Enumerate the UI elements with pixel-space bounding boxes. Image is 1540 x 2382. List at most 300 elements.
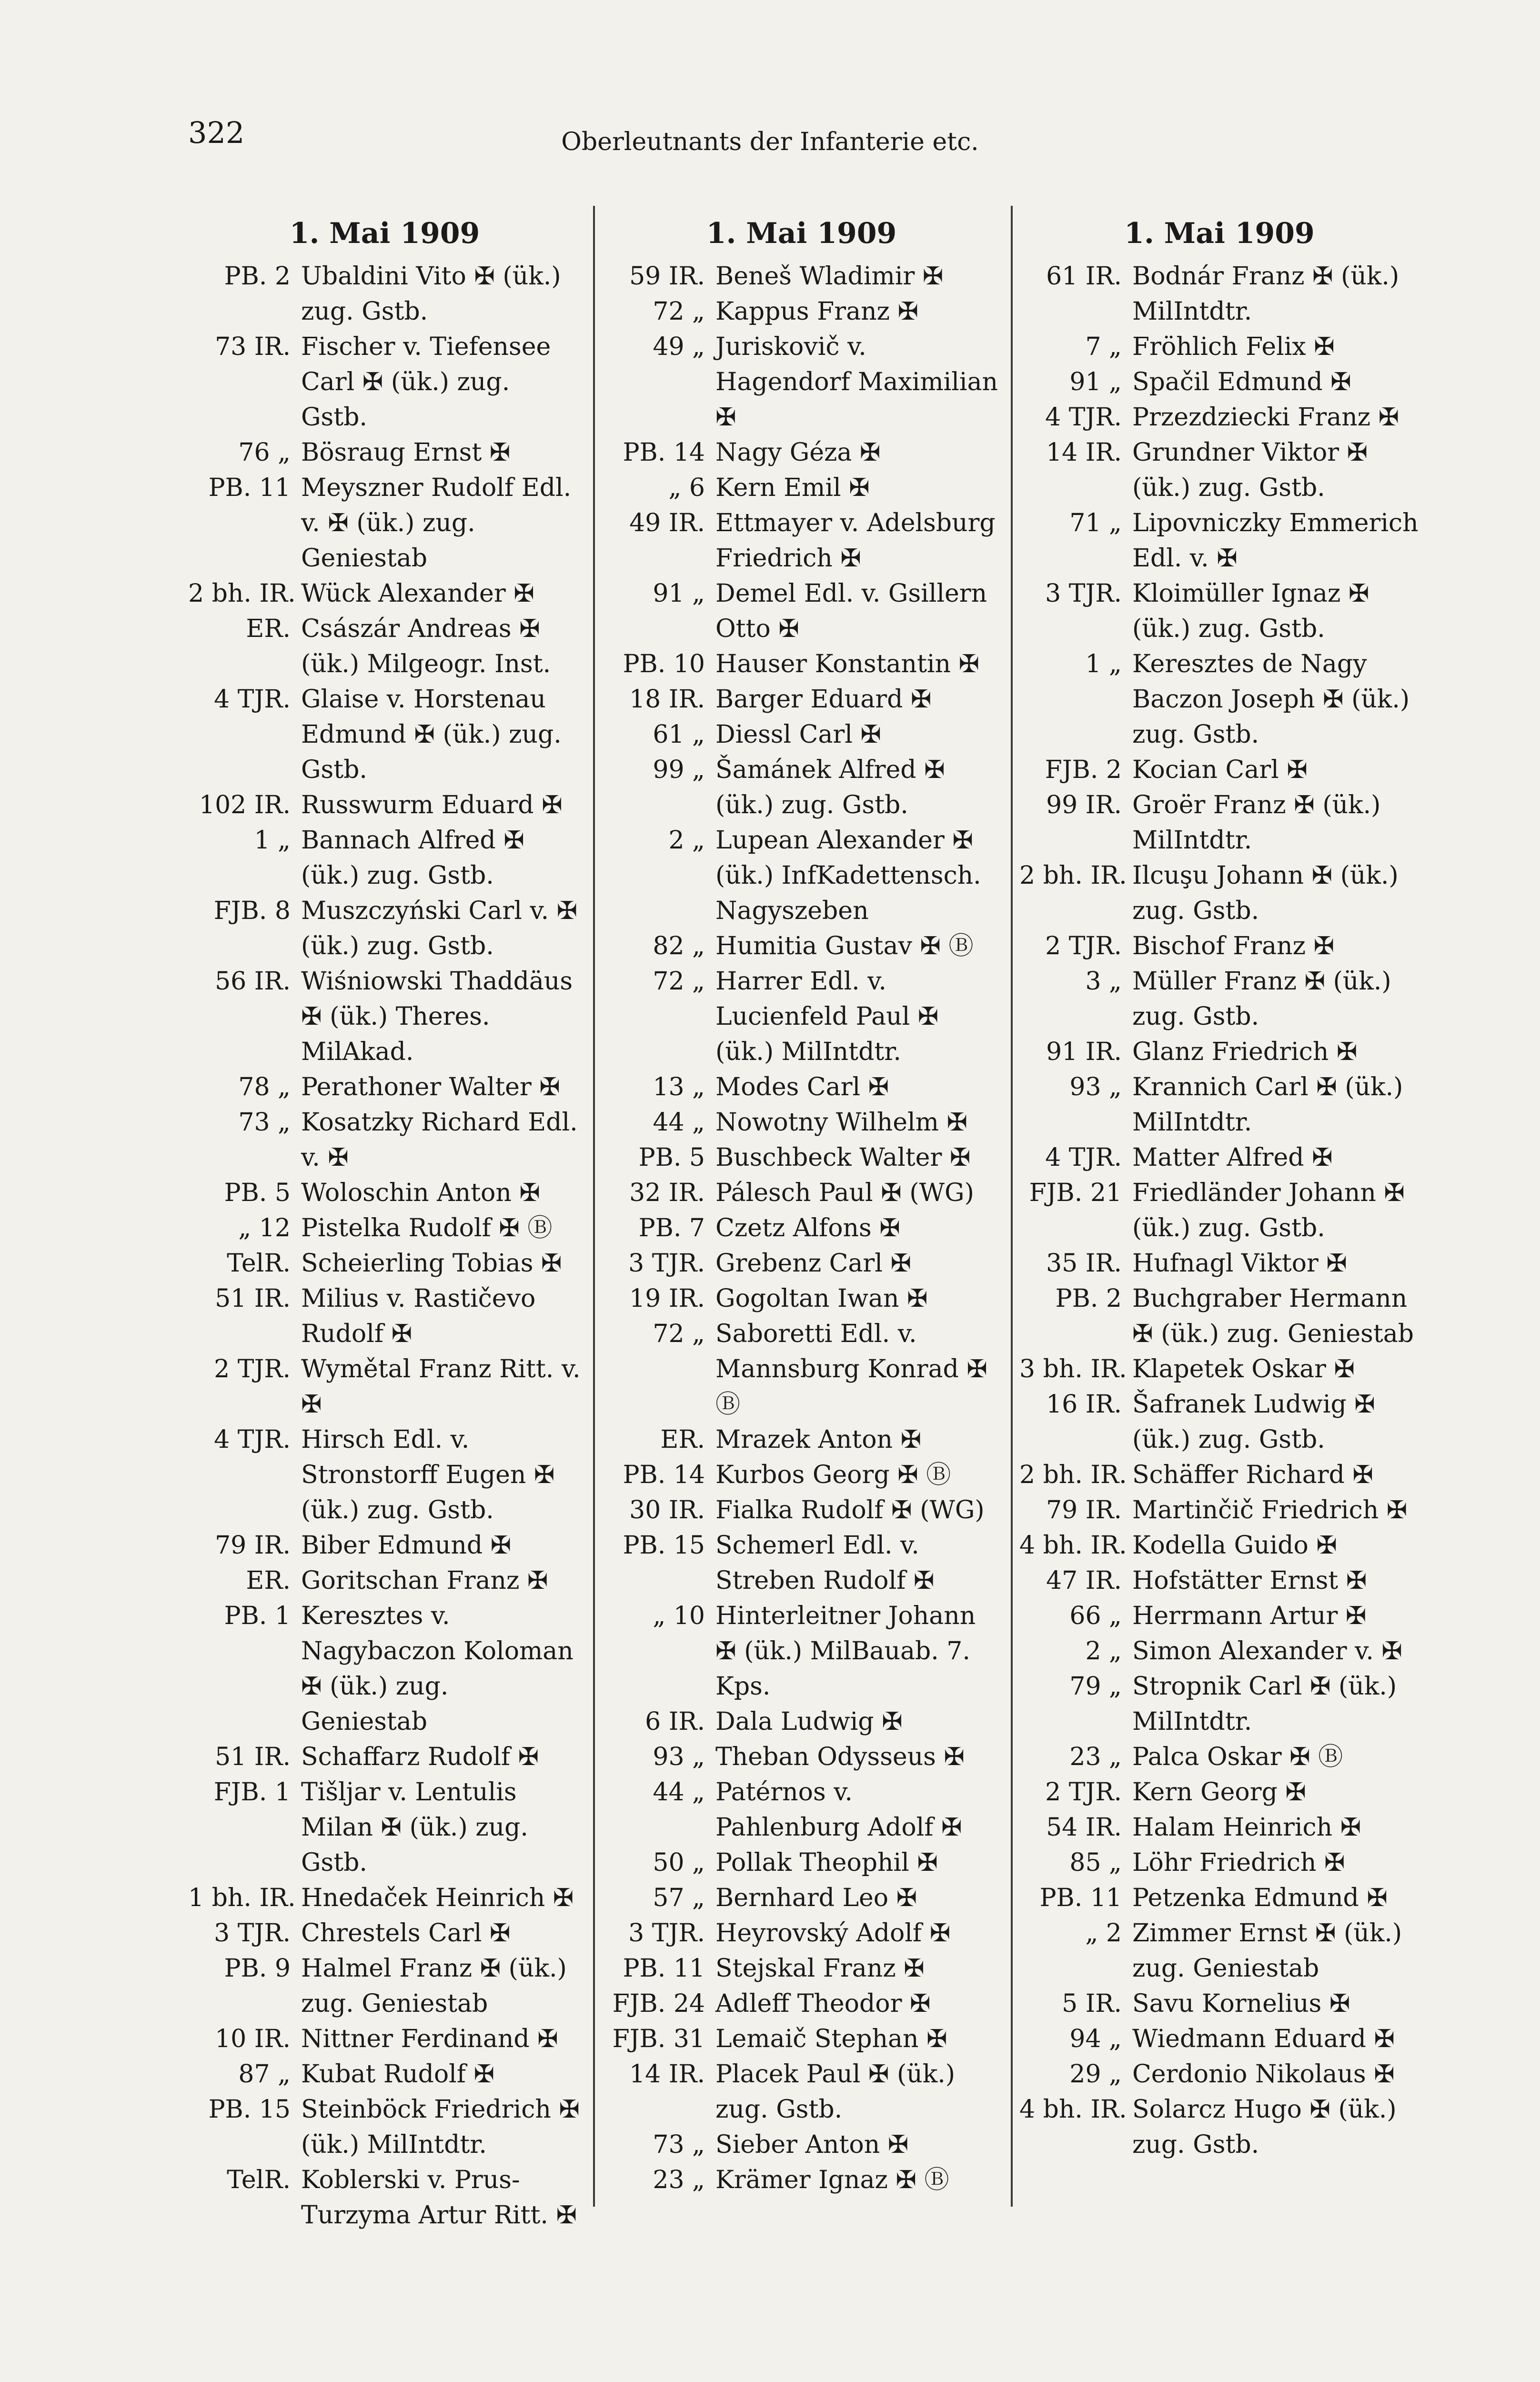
officer-entry — [1019, 1281, 1419, 1352]
officer-entry — [1019, 1457, 1419, 1493]
entry-unit: FJB. 1 — [213, 1778, 291, 1807]
entry-unit: 4 TJR. — [1045, 1143, 1122, 1172]
entry-unit: 47 IR. — [1046, 1566, 1122, 1595]
entry-name: Grebenz Carl ✠ — [715, 1249, 912, 1278]
entry-unit: 1 „ — [254, 826, 291, 855]
entry-unit: 72 „ — [653, 297, 705, 326]
entry-name: Schaffarz Rudolf ✠ — [301, 1743, 539, 1771]
officer-entry — [1019, 1140, 1419, 1175]
column-1-entries — [188, 259, 581, 2233]
entry-unit: 71 „ — [1069, 509, 1122, 537]
officer-entry — [603, 1070, 1000, 1105]
officer-entry — [603, 929, 1000, 964]
entry-name: Perathoner Walter ✠ — [301, 1073, 560, 1101]
entry-name: Mrazek Anton ✠ — [715, 1425, 922, 1454]
entry-unit: PB. 14 — [623, 438, 705, 467]
entry-name: Halam Heinrich ✠ — [1132, 1813, 1361, 1842]
entry-name: Simon Alexander v. ✠ — [1132, 1637, 1402, 1665]
entry-unit: FJB. 31 — [612, 2025, 705, 2053]
entry-unit: 32 IR. — [629, 1179, 705, 1207]
entry-unit: 91 IR. — [1046, 1038, 1122, 1066]
entry-name: Lipovniczky Emmerich Edl. v. ✠ — [1132, 509, 1419, 573]
entry-unit: 2 TJR. — [1045, 932, 1122, 960]
entry-name: Martinčič Friedrich ✠ — [1132, 1496, 1408, 1524]
entry-unit: 44 „ — [653, 1778, 705, 1807]
entry-name: Scheierling Tobias ✠ — [301, 1249, 562, 1278]
officer-entry — [188, 893, 581, 964]
entry-name: Sieber Anton ✠ — [715, 2130, 909, 2159]
entry-unit: ER. — [660, 1425, 705, 1454]
entry-unit: FJB. 8 — [213, 897, 291, 925]
entry-name: Hufnagl Viktor ✠ — [1132, 1249, 1347, 1278]
officer-entry — [603, 1316, 1000, 1422]
entry-unit: 82 „ — [653, 932, 705, 960]
officer-entry — [603, 1211, 1000, 1246]
entry-name: Lemaič Stephan ✠ — [715, 2025, 947, 2053]
entry-name: Harrer Edl. v. Lucienfeld Paul ✠ (ük.) MilIntdtr. — [715, 967, 939, 1066]
entry-unit: 56 IR. — [215, 967, 291, 996]
entry-name: Müller Franz ✠ (ük.) zug. Gstb. — [1132, 967, 1391, 1031]
officer-entry — [188, 1528, 581, 1563]
officer-entry — [603, 1246, 1000, 1281]
entry-name: Ettmayer v. Adelsburg Friedrich ✠ — [715, 509, 996, 573]
officer-entry — [603, 2021, 1000, 2057]
entry-name: Modes Carl ✠ — [715, 1073, 889, 1101]
entry-name: Ubaldini Vito ✠ (ük.) zug. Gstb. — [301, 262, 561, 326]
page-number: 322 — [188, 115, 245, 150]
entry-unit: 3 TJR. — [1045, 579, 1122, 608]
column-3-entries — [1019, 259, 1419, 2162]
entry-name: Halmel Franz ✠ (ük.) zug. Geniestab — [301, 1954, 567, 2018]
officer-entry — [1019, 1775, 1419, 1810]
column-3 — [1019, 0, 1419, 2382]
entry-unit: 14 IR. — [1046, 438, 1122, 467]
entry-unit: 2 „ — [1085, 1637, 1122, 1665]
entry-name: Glaise v. Horstenau Edmund ✠ (ük.) zug. Gstb. — [301, 685, 562, 784]
entry-unit: PB. 11 — [1039, 1884, 1122, 1912]
entry-unit: 57 „ — [653, 1884, 705, 1912]
entry-name: Kappus Franz ✠ — [715, 297, 919, 326]
officer-entry — [603, 576, 1000, 646]
entry-unit: 2 bh. IR. — [188, 579, 296, 608]
officer-entry — [603, 1986, 1000, 2021]
entry-unit: 14 IR. — [629, 2060, 705, 2089]
entry-name: Milius v. Rastičevo Rudolf ✠ — [301, 1284, 536, 1348]
officer-entry — [1019, 929, 1419, 964]
entry-unit: 1 „ — [1085, 650, 1122, 678]
officer-entry — [1019, 2092, 1419, 2162]
entry-unit: 66 „ — [1069, 1602, 1122, 1630]
entry-name: Patérnos v. Pahlenburg Adolf ✠ — [715, 1778, 962, 1842]
officer-entry — [1019, 576, 1419, 646]
officer-entry — [188, 1246, 581, 1281]
entry-name: Buschbeck Walter ✠ — [715, 1143, 971, 1172]
entry-unit: TelR. — [227, 1249, 291, 1278]
entry-name: Keresztes v. Nagybaczon Koloman ✠ (ük.) zug. Geniestab — [301, 1602, 574, 1736]
officer-entry — [188, 470, 581, 576]
entry-unit: 23 „ — [653, 2166, 705, 2194]
column-3-header: 1. Mai 1909 — [1124, 217, 1315, 250]
entry-unit: 44 „ — [653, 1108, 705, 1137]
entry-unit: 91 „ — [1069, 368, 1122, 396]
entry-unit: 76 „ — [238, 438, 291, 467]
entry-name: Fischer v. Tiefensee Carl ✠ (ük.) zug. Gstb. — [301, 333, 551, 432]
officer-entry — [188, 1175, 581, 1211]
entry-name: Biber Edmund ✠ — [301, 1531, 512, 1560]
officer-entry — [603, 435, 1000, 470]
entry-unit: 4 TJR. — [1045, 403, 1122, 432]
entry-name: Humitia Gustav ✠ Ⓑ — [715, 932, 974, 960]
column-1-header: 1. Mai 1909 — [289, 217, 480, 250]
entry-name: Hofstätter Ernst ✠ — [1132, 1566, 1367, 1595]
entry-name: Glanz Friedrich ✠ — [1132, 1038, 1358, 1066]
officer-entry — [603, 1493, 1000, 1528]
officer-entry — [603, 294, 1000, 329]
officer-entry — [1019, 1175, 1419, 1246]
officer-entry — [188, 823, 581, 893]
entry-name: Barger Eduard ✠ — [715, 685, 932, 714]
officer-entry — [188, 1070, 581, 1105]
officer-entry — [1019, 1493, 1419, 1528]
officer-entry — [603, 1598, 1000, 1704]
entry-name: Kodella Guido ✠ — [1132, 1531, 1337, 1560]
entry-name: Nowotny Wilhelm ✠ — [715, 1108, 968, 1137]
entry-unit: FJB. 21 — [1029, 1179, 1122, 1207]
entry-unit: 16 IR. — [1046, 1390, 1122, 1419]
entry-unit: 29 „ — [1069, 2060, 1122, 2089]
entry-name: Koblerski v. Prus-Turzyma Artur Ritt. ✠ — [301, 2166, 577, 2230]
entry-unit: 7 „ — [1085, 333, 1122, 361]
entry-name: Šamánek Alfred ✠ (ük.) zug. Gstb. — [715, 756, 945, 819]
entry-name: Solarcz Hugo ✠ (ük.) zug. Gstb. — [1132, 2095, 1397, 2159]
officer-entry — [188, 964, 581, 1070]
entry-name: Kosatzky Richard Edl. v. ✠ — [301, 1108, 578, 1172]
entry-unit: 79 IR. — [215, 1531, 291, 1560]
officer-entry — [1019, 1070, 1419, 1140]
entry-unit: 3 bh. IR. — [1019, 1355, 1127, 1383]
entry-unit: PB. 9 — [224, 1954, 291, 1983]
entry-unit: 93 „ — [653, 1743, 705, 1771]
entry-name: Kurbos Georg ✠ Ⓑ — [715, 1461, 951, 1489]
officer-entry — [188, 1598, 581, 1739]
entry-name: Herrmann Artur ✠ — [1132, 1602, 1367, 1630]
officer-entry — [1019, 1810, 1419, 1845]
entry-name: Woloschin Anton ✠ — [301, 1179, 540, 1207]
officer-entry — [603, 1175, 1000, 1211]
entry-name: Nittner Ferdinand ✠ — [301, 2025, 558, 2053]
officer-entry — [603, 259, 1000, 294]
officer-entry — [603, 2162, 1000, 2198]
officer-entry — [603, 682, 1000, 717]
officer-entry — [188, 787, 581, 823]
entry-name: Ilcuşu Johann ✠ (ük.) zug. Gstb. — [1132, 861, 1399, 925]
officer-entry — [603, 823, 1000, 929]
officer-entry — [188, 2021, 581, 2057]
officer-entry — [1019, 364, 1419, 400]
officer-entry — [188, 2057, 581, 2092]
entry-unit: 3 TJR. — [628, 1919, 705, 1948]
officer-entry — [188, 259, 581, 329]
officer-entry — [1019, 1916, 1419, 1986]
entry-name: Adleff Theodor ✠ — [715, 1989, 931, 2018]
officer-entry — [603, 1951, 1000, 1986]
officer-entry — [603, 1704, 1000, 1739]
officer-entry — [1019, 1387, 1419, 1457]
entry-unit: 91 „ — [653, 579, 705, 608]
entry-name: Demel Edl. v. Gsillern Otto ✠ — [715, 579, 987, 643]
entry-unit: 2 bh. IR. — [1019, 1461, 1127, 1489]
entry-name: Kubat Rudolf ✠ — [301, 2060, 495, 2089]
entry-unit: PB. 15 — [623, 1531, 705, 1560]
officer-entry — [188, 1916, 581, 1951]
entry-name: Pálesch Paul ✠ (WG) — [715, 1179, 974, 1207]
entry-name: Groër Franz ✠ (ük.) MilIntdtr. — [1132, 791, 1381, 855]
entry-unit: 50 „ — [653, 1848, 705, 1877]
officer-entry — [603, 1281, 1000, 1316]
officer-entry — [1019, 1739, 1419, 1775]
entry-name: Friedländer Johann ✠ (ük.) zug. Gstb. — [1132, 1179, 1405, 1242]
entry-name: Fröhlich Felix ✠ — [1132, 333, 1335, 361]
entry-unit: PB. 11 — [623, 1954, 705, 1983]
entry-name: Russwurm Eduard ✠ — [301, 791, 563, 819]
entry-unit: PB. 10 — [623, 650, 705, 678]
entry-name: Buchgraber Hermann ✠ (ük.) zug. Geniestab — [1132, 1284, 1414, 1348]
officer-entry — [188, 1951, 581, 2021]
officer-entry — [1019, 1528, 1419, 1563]
entry-name: Hnedaček Heinrich ✠ — [301, 1884, 574, 1912]
officer-entry — [1019, 1845, 1419, 1880]
officer-entry — [603, 2057, 1000, 2127]
officer-entry — [1019, 505, 1419, 576]
entry-name: Diessl Carl ✠ — [715, 720, 882, 749]
officer-entry — [603, 470, 1000, 505]
officer-entry — [1019, 435, 1419, 505]
officer-entry — [603, 505, 1000, 576]
entry-unit: 2 bh. IR. — [1019, 861, 1127, 890]
entry-unit: PB. 2 — [1055, 1284, 1122, 1313]
entry-unit: 87 „ — [238, 2060, 291, 2089]
entry-unit: PB. 1 — [224, 1602, 291, 1630]
running-head: Oberleutnants der Infanterie etc. — [561, 128, 979, 156]
entry-unit: „ 2 — [1085, 1919, 1122, 1948]
officer-entry — [1019, 752, 1419, 787]
entry-name: Hirsch Edl. v. Stronstorff Eugen ✠ (ük.) zug. Gstb. — [301, 1425, 555, 1524]
entry-unit: PB. 5 — [638, 1143, 705, 1172]
officer-entry — [603, 2127, 1000, 2162]
entry-unit: 72 „ — [653, 1320, 705, 1348]
entry-unit: 13 „ — [653, 1073, 705, 1101]
entry-name: Zimmer Ernst ✠ (ük.) zug. Geniestab — [1132, 1919, 1402, 1983]
officer-entry — [188, 1352, 581, 1422]
entry-unit: 51 IR. — [215, 1284, 291, 1313]
entry-name: Bodnár Franz ✠ (ük.) MilIntdtr. — [1132, 262, 1399, 326]
entry-name: Krämer Ignaz ✠ Ⓑ — [715, 2166, 949, 2194]
entry-name: Juriskovič v. Hagendorf Maximilian ✠ — [715, 333, 998, 432]
entry-name: Przezdziecki Franz ✠ — [1132, 403, 1399, 432]
entry-unit: 6 IR. — [645, 1707, 705, 1736]
entry-name: Schäffer Richard ✠ — [1132, 1461, 1373, 1489]
entry-name: Löhr Friedrich ✠ — [1132, 1848, 1345, 1877]
officer-entry — [1019, 1563, 1419, 1598]
officer-entry — [188, 1739, 581, 1775]
entry-name: Hinterleitner Johann ✠ (ük.) MilBauab. 7. Kps. — [715, 1602, 976, 1701]
officer-entry — [188, 1880, 581, 1916]
entry-name: Stropnik Carl ✠ (ük.) MilIntdtr. — [1132, 1672, 1397, 1736]
officer-entry — [603, 1422, 1000, 1457]
entry-name: Czetz Alfons ✠ — [715, 1214, 900, 1242]
entry-unit: 61 IR. — [1046, 262, 1122, 291]
entry-name: Palca Oskar ✠ Ⓑ — [1132, 1743, 1343, 1771]
officer-entry — [188, 2092, 581, 2162]
officer-entry — [603, 1457, 1000, 1493]
entry-unit: 2 „ — [668, 826, 705, 855]
officer-entry — [603, 1528, 1000, 1598]
officer-entry — [188, 1281, 581, 1352]
entry-name: Matter Alfred ✠ — [1132, 1143, 1333, 1172]
officer-entry — [1019, 1352, 1419, 1387]
entry-unit: 79 IR. — [1046, 1496, 1122, 1524]
entry-name: Meyszner Rudolf Edl. v. ✠ (ük.) zug. Geniestab — [301, 474, 572, 573]
entry-unit: 23 „ — [1069, 1743, 1122, 1771]
officer-entry — [1019, 2057, 1419, 2092]
entry-name: Pistelka Rudolf ✠ Ⓑ — [301, 1214, 553, 1242]
entry-name: Wiedmann Eduard ✠ — [1132, 2025, 1395, 2053]
entry-unit: 30 IR. — [629, 1496, 705, 1524]
officer-entry — [188, 682, 581, 787]
entry-unit: 73 „ — [238, 1108, 291, 1137]
officer-entry — [188, 1105, 581, 1175]
officer-entry — [603, 1775, 1000, 1845]
officer-entry — [603, 1140, 1000, 1175]
entry-unit: 79 „ — [1069, 1672, 1122, 1701]
entry-name: Cerdonio Nikolaus ✠ — [1132, 2060, 1395, 2089]
entry-name: Grundner Viktor ✠ (ük.) zug. Gstb. — [1132, 438, 1368, 502]
entry-unit: 1 bh. IR. — [188, 1884, 296, 1912]
entry-name: Klapetek Oskar ✠ — [1132, 1355, 1355, 1383]
officer-entry — [1019, 1634, 1419, 1669]
column-rule-1 — [593, 206, 595, 2207]
entry-unit: 73 „ — [653, 2130, 705, 2159]
entry-name: Pollak Theophil ✠ — [715, 1848, 938, 1877]
officer-entry — [1019, 329, 1419, 364]
entry-name: Placek Paul ✠ (ük.) zug. Gstb. — [715, 2060, 956, 2124]
officer-entry — [1019, 787, 1419, 858]
entry-unit: FJB. 24 — [612, 1989, 705, 2018]
entry-name: Lupean Alexander ✠ (ük.) InfKadettensch. Nagyszeben — [715, 826, 981, 925]
entry-name: Kern Georg ✠ — [1132, 1778, 1306, 1807]
officer-entry — [603, 717, 1000, 752]
entry-unit: 4 bh. IR. — [1019, 2095, 1127, 2124]
entry-unit: PB. 15 — [208, 2095, 291, 2124]
entry-name: Petzenka Edmund ✠ — [1132, 1884, 1388, 1912]
entry-unit: PB. 11 — [208, 474, 291, 502]
entry-unit: 59 IR. — [629, 262, 705, 291]
entry-name: Savu Kornelius ✠ — [1132, 1989, 1350, 2018]
entry-name: Wymětal Franz Ritt. v. ✠ — [301, 1355, 581, 1419]
officer-entry — [603, 1845, 1000, 1880]
entry-unit: „ 12 — [238, 1214, 291, 1242]
entry-unit: 99 IR. — [1046, 791, 1122, 819]
entry-unit: 4 bh. IR. — [1019, 1531, 1127, 1560]
officer-entry — [188, 435, 581, 470]
officer-entry — [188, 2162, 581, 2233]
entry-unit: 73 IR. — [215, 333, 291, 361]
officer-entry — [188, 329, 581, 435]
officer-entry — [1019, 858, 1419, 929]
entry-name: Fialka Rudolf ✠ (WG) — [715, 1496, 985, 1524]
entry-name: Császár Andreas ✠ (ük.) Milgeogr. Inst. — [301, 615, 551, 678]
column-2-header: 1. Mai 1909 — [706, 217, 897, 250]
officer-entry — [603, 646, 1000, 682]
entry-name: Bösraug Ernst ✠ — [301, 438, 511, 467]
entry-unit: 3 TJR. — [628, 1249, 705, 1278]
entry-unit: 102 IR. — [199, 791, 291, 819]
entry-name: Nagy Géza ✠ — [715, 438, 881, 467]
officer-entry — [188, 1563, 581, 1598]
entry-unit: 49 IR. — [629, 509, 705, 537]
entry-unit: 49 „ — [653, 333, 705, 361]
entry-unit: 85 „ — [1069, 1848, 1122, 1877]
officer-entry — [188, 1422, 581, 1528]
entry-name: Gogoltan Iwan ✠ — [715, 1284, 928, 1313]
officer-entry — [1019, 2021, 1419, 2057]
entry-unit: 99 „ — [653, 756, 705, 784]
entry-name: Bannach Alfred ✠ (ük.) zug. Gstb. — [301, 826, 524, 890]
entry-unit: 3 TJR. — [214, 1919, 291, 1948]
entry-unit: PB. 7 — [638, 1214, 705, 1242]
entry-name: Wiśniowski Thaddäus ✠ (ük.) Theres. MilAkad. — [301, 967, 573, 1066]
entry-unit: PB. 2 — [224, 262, 291, 291]
column-2-entries — [603, 259, 1000, 2198]
officer-entry — [188, 576, 581, 611]
entry-unit: 61 „ — [653, 720, 705, 749]
officer-entry — [1019, 1598, 1419, 1634]
entry-unit: 18 IR. — [629, 685, 705, 714]
entry-name: Tišljar v. Lentulis Milan ✠ (ük.) zug. Gstb. — [301, 1778, 528, 1877]
officer-entry — [1019, 646, 1419, 752]
entry-unit: FJB. 2 — [1045, 756, 1122, 784]
entry-unit: 3 „ — [1085, 967, 1122, 996]
entry-unit: ER. — [246, 1566, 291, 1595]
entry-unit: 5 IR. — [1062, 1989, 1122, 2018]
entry-name: Kloimüller Ignaz ✠ (ük.) zug. Gstb. — [1132, 579, 1369, 643]
officer-entry — [603, 1916, 1000, 1951]
entry-name: Bernhard Leo ✠ — [715, 1884, 917, 1912]
officer-entry — [1019, 259, 1419, 329]
column-1 — [188, 0, 581, 2382]
entry-name: Kern Emil ✠ — [715, 474, 870, 502]
entry-unit: „ 10 — [653, 1602, 705, 1630]
entry-name: Steinböck Friedrich ✠ (ük.) MilIntdtr. — [301, 2095, 580, 2159]
entry-name: Kocian Carl ✠ — [1132, 756, 1308, 784]
entry-unit: 72 „ — [653, 967, 705, 996]
entry-name: Keresztes de Nagy Baczon Joseph ✠ (ük.) zug. Gstb. — [1132, 650, 1410, 749]
entry-unit: 93 „ — [1069, 1073, 1122, 1101]
entry-name: Šafranek Ludwig ✠ (ük.) zug. Gstb. — [1132, 1390, 1375, 1454]
officer-entry — [1019, 1880, 1419, 1916]
entry-unit: 35 IR. — [1046, 1249, 1122, 1278]
officer-entry — [1019, 400, 1419, 435]
entry-unit: PB. 5 — [224, 1179, 291, 1207]
entry-name: Goritschan Franz ✠ — [301, 1566, 548, 1595]
entry-name: Spačil Edmund ✠ — [1132, 368, 1351, 396]
officer-entry — [1019, 1034, 1419, 1070]
officer-entry — [1019, 1246, 1419, 1281]
entry-unit: „ 6 — [668, 474, 705, 502]
entry-name: Heyrovský Adolf ✠ — [715, 1919, 951, 1948]
entry-name: Schemerl Edl. v. Streben Rudolf ✠ — [715, 1531, 935, 1595]
entry-unit: 78 „ — [238, 1073, 291, 1101]
